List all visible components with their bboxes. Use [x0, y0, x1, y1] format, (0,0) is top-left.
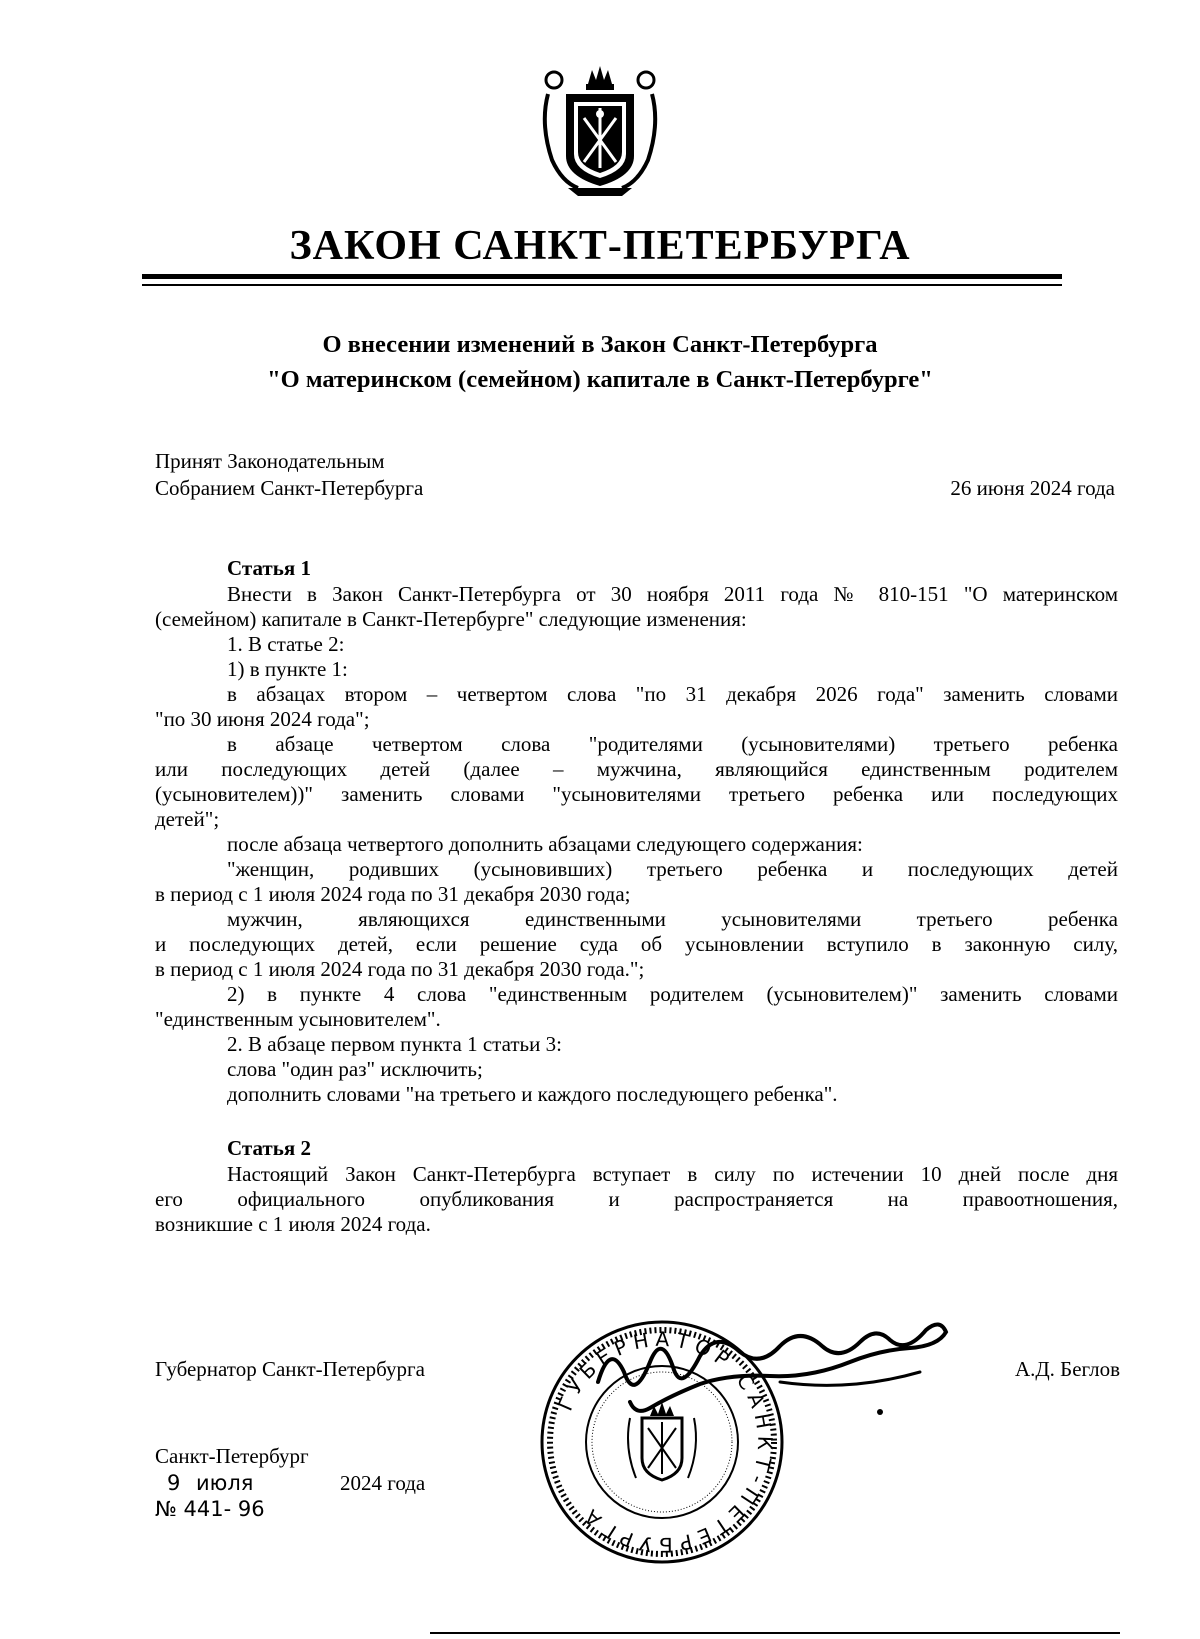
article-1-paragraph-5 — [155, 732, 1118, 832]
text-line: и последующих детей, если решение суда об усыновлении вступило в законную силу, — [155, 932, 1118, 956]
article-1-paragraph-10: 2. В абзаце первом пункта 1 статьи 3: — [227, 1032, 562, 1056]
text-line: "по 30 июня 2024 года"; — [155, 707, 370, 731]
text-line: мужчин, являющихся единственными усыновителями третьего ребенка — [227, 907, 1118, 931]
issuance-month: июля — [196, 1471, 254, 1495]
document-title: ЗАКОН САНКТ-ПЕТЕРБУРГА — [289, 223, 911, 269]
text-line: в период с 1 июля 2024 года по 31 декабря 2030 года; — [155, 882, 631, 906]
article-1-paragraph-1 — [155, 582, 1118, 632]
signatory-name: А.Д. Беглов — [1014, 1357, 1120, 1381]
adoption-line-1: Принят Законодательным — [155, 449, 385, 473]
signatory-position: Губернатор Санкт-Петербурга — [155, 1357, 425, 1381]
title-rule-thick — [142, 274, 1062, 279]
text-line: детей"; — [155, 807, 220, 831]
text-line: его официального опубликования и распространяется на правоотношения, — [155, 1187, 1118, 1211]
coat-of-arms-icon — [538, 64, 662, 200]
text-line: в период с 1 июля 2024 года по 31 декабря 2030 года."; — [155, 957, 645, 981]
article-1-paragraph-8 — [155, 907, 1118, 982]
article-1-paragraph-12: дополнить словами "на третьего и каждого последующего ребенка". — [227, 1082, 838, 1106]
adoption-line-2: Собранием Санкт-Петербурга — [155, 476, 424, 500]
article-1-paragraph-7 — [155, 857, 1118, 907]
article-1-heading: Статья 1 — [227, 556, 311, 580]
text-line: возникшие с 1 июля 2024 года. — [155, 1212, 431, 1236]
text-line: "единственным усыновителем". — [155, 1007, 441, 1031]
issuance-day: 9 — [167, 1471, 181, 1495]
adoption-date: 26 июня 2024 года — [950, 476, 1115, 500]
article-1-paragraph-2: 1. В статье 2: — [227, 632, 345, 656]
article-1-paragraph-9 — [155, 982, 1118, 1032]
bottom-rule — [430, 1632, 1120, 1634]
text-line: (семейном) капитале в Санкт-Петербурге" следующие изменения: — [155, 607, 747, 631]
subtitle-line-1: О внесении изменений в Закон Санкт-Петербурга — [322, 331, 878, 358]
article-1-paragraph-4 — [155, 682, 1118, 732]
subtitle-line-2: "О материнском (семейном) капитале в Санкт-Петербурге" — [267, 366, 933, 393]
seal-text: ГУБЕРНАТОР САНКТ-ПЕТЕРБУРГА — [552, 1326, 778, 1558]
text-line: в абзацах втором – четвертом слова "по 31 декабря 2026 года" заменить словами — [227, 682, 1118, 706]
text-line: или последующих детей (далее – мужчина, являющийся единственным родителем — [155, 757, 1118, 781]
issuance-year: 2024 года — [340, 1471, 426, 1495]
text-line: Внести в Закон Санкт-Петербурга от 30 ноября 2011 года № 810-151 "О материнском — [227, 582, 1118, 606]
text-line: в абзаце четвертом слова "родителями (усыновителями) третьего ребенка — [227, 732, 1118, 756]
text-line: 2) в пункте 4 слова "единственным родителем (усыновителем)" заменить словами — [227, 982, 1118, 1006]
article-2-heading: Статья 2 — [227, 1136, 311, 1160]
article-2-paragraph — [155, 1162, 1118, 1237]
text-line: (усыновителем))" заменить словами "усыновителями третьего ребенка или последующих — [155, 782, 1118, 806]
article-1-paragraph-6: после абзаца четвертого дополнить абзацами следующего содержания: — [227, 832, 863, 856]
article-1-paragraph-3: 1) в пункте 1: — [227, 657, 348, 681]
article-1-paragraph-11: слова "один раз" исключить; — [227, 1057, 483, 1081]
text-line: "женщин, родивших (усыновивших) третьего ребенка и последующих детей — [227, 857, 1118, 881]
title-rule-thin — [142, 284, 1062, 286]
handwritten-signature — [590, 1312, 950, 1422]
issuance-number: № 441- 96 — [155, 1497, 265, 1521]
text-line: Настоящий Закон Санкт-Петербурга вступает в силу по истечении 10 дней после дня — [227, 1162, 1118, 1186]
issuance-city: Санкт-Петербург — [155, 1444, 309, 1468]
